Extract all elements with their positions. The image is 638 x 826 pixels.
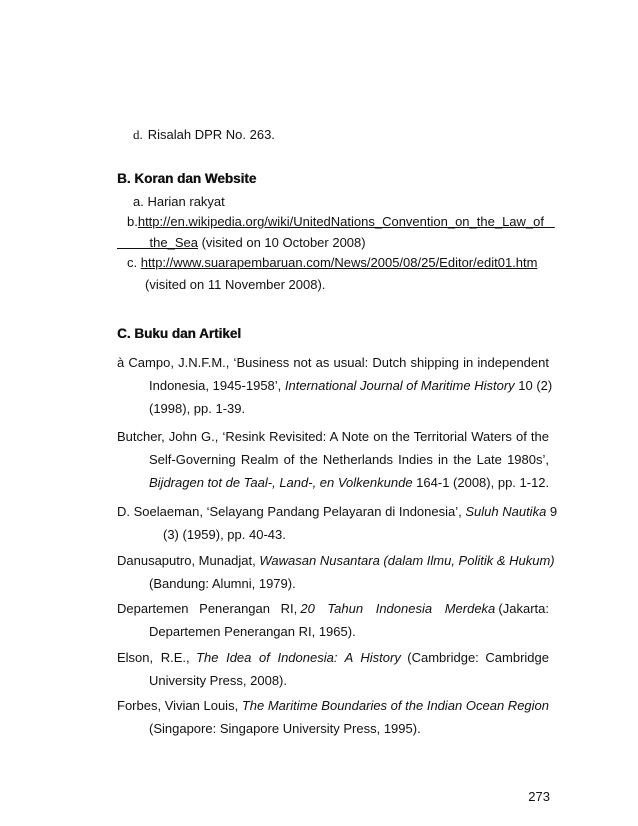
- journal-title: Suluh Nautika: [465, 504, 547, 519]
- suarapembaruan-link[interactable]: http://www.suarapembaruan.com/News/2005/08/25/Editor/edit01.htm: [140, 255, 538, 270]
- bibliography-entry-forbes-line1: [117, 697, 549, 714]
- entry-text: 164-1 (2008), pp. 1-12.: [412, 475, 550, 490]
- entry-text: (Jakarta:: [498, 601, 549, 616]
- bibliography-entry-deppen-line2: Departemen Penerangan RI, 1965).: [149, 624, 356, 639]
- list-marker: c.: [127, 255, 141, 270]
- list-item-text: Risalah DPR No. 263.: [147, 127, 275, 142]
- bibliography-entry-butcher-line3: [149, 474, 549, 491]
- section-heading-c: C. Buku dan Artikel: [117, 326, 242, 341]
- bibliography-entry-elson-line2: University Press, 2008).: [149, 673, 287, 688]
- book-title: 20 Tahun Indonesia Merdeka: [300, 601, 496, 616]
- entry-text: 9: [546, 504, 558, 519]
- list-marker: d.: [133, 127, 143, 142]
- list-item-harian-rakyat: a. Harian rakyat: [133, 194, 225, 209]
- visited-note: (visited on 10 October 2008): [197, 235, 366, 250]
- page-number: 273: [528, 789, 550, 804]
- bibliography-entry-elson-line1: [117, 649, 549, 666]
- list-item-wikipedia-cont: [117, 234, 366, 251]
- journal-title: Bijdragen tot de Taal-, Land-, en Volkenkunde: [149, 475, 413, 490]
- list-item-wikipedia: [127, 213, 547, 230]
- bibliography-entry-campo-line2: [149, 377, 553, 394]
- entry-text: (Cambridge: Cambridge: [407, 650, 549, 665]
- wikipedia-link-underline-tail[interactable]: [544, 214, 555, 229]
- bibliography-entry-campo-line3: (1998), pp. 1-39.: [149, 401, 246, 416]
- bibliography-entry-soelaeman-line1: [117, 503, 558, 520]
- bibliography-entry-danusaputro-line2: (Bandung: Alumni, 1979).: [149, 576, 296, 591]
- entry-text: Departemen Penerangan RI,: [117, 601, 298, 616]
- wikipedia-link-cont[interactable]: [117, 235, 198, 250]
- book-title: The Maritime Boundaries of the Indian Ocean Region: [241, 698, 549, 713]
- bibliography-entry-danusaputro-line1: [117, 552, 555, 569]
- entry-text: Danusaputro, Munadjat,: [117, 553, 260, 568]
- wikipedia-link[interactable]: http://en.wikipedia.org/wiki/UnitedNations_Convention_on_the_Law_of: [137, 214, 544, 229]
- bibliography-entry-deppen-line1: [117, 600, 549, 617]
- list-item-d: [133, 126, 275, 143]
- book-title: The Idea of Indonesia: A History: [196, 650, 401, 665]
- visited-note: (visited on 11 November 2008).: [145, 277, 326, 292]
- list-marker: b.: [127, 214, 138, 229]
- journal-title: International Journal of Maritime History: [284, 378, 515, 393]
- entry-text: D. Soelaeman, ‘Selayang Pandang Pelayaran di Indonesia’,: [117, 504, 466, 519]
- list-item-suarapembaruan: [127, 254, 537, 271]
- section-heading-b: B. Koran dan Website: [117, 171, 257, 186]
- bibliography-entry-campo-line1: à Campo, J.N.F.M., ‘Business not as usual: Dutch shipping in independent: [117, 355, 549, 370]
- entry-text: Forbes, Vivian Louis,: [117, 698, 242, 713]
- entry-text: Elson, R.E.,: [117, 650, 190, 665]
- book-title: Wawasan Nusantara (dalam Ilmu, Politik & Hukum): [259, 553, 555, 568]
- bibliography-entry-forbes-line2: (Singapore: Singapore University Press, 1995).: [149, 721, 421, 736]
- bibliography-entry-butcher-line2: Self-Governing Realm of the Netherlands Indies in the Late 1980s’,: [149, 452, 549, 467]
- wikipedia-link-tail[interactable]: the_Sea: [149, 235, 198, 250]
- bibliography-entry-butcher-line1: Butcher, John G., ‘Resink Revisited: A Note on the Territorial Waters of the: [117, 429, 549, 444]
- bibliography-entry-soelaeman-line2: (3) (1959), pp. 40-43.: [163, 527, 286, 542]
- entry-text: 10 (2): [514, 378, 553, 393]
- entry-text: Indonesia, 1945-1958’,: [149, 378, 285, 393]
